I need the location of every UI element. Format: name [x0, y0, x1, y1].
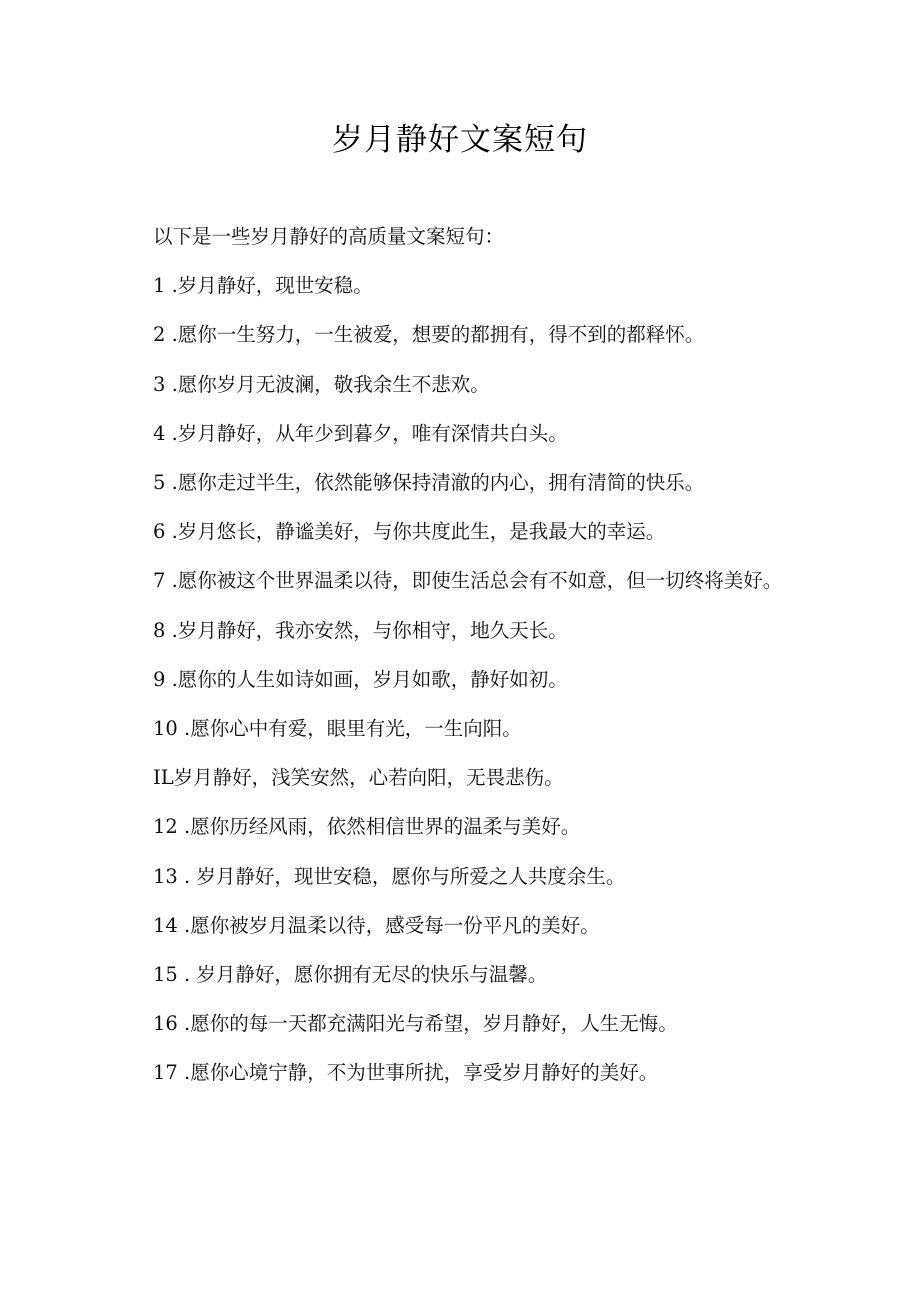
- list-item: 14 .愿你被岁月温柔以待，感受每一份平凡的美好。: [153, 913, 600, 937]
- list-item: 7 .愿你被这个世界温柔以待，即使生活总会有不如意，但一切终将美好。: [153, 569, 783, 593]
- intro-paragraph: 以下是一些岁月静好的高质量文案短句：: [153, 225, 505, 248]
- list-item: 9 .愿你的人生如诗如画，岁月如歌，静好如初。: [153, 667, 568, 691]
- list-item: 16 .愿你的每一天都充满阳光与希望，岁月静好，人生无悔。: [153, 1012, 678, 1036]
- list-item: 1 .岁月静好，现世安稳。: [153, 274, 373, 298]
- list-item: 17 .愿你心境宁静，不为世事所扰，享受岁月静好的美好。: [153, 1061, 659, 1085]
- list-item: 15 . 岁月静好，愿你拥有无尽的快乐与温馨。: [153, 963, 548, 987]
- list-item: 13 . 岁月静好，现世安稳，愿你与所爱之人共度余生。: [153, 864, 626, 888]
- list-item: 12 .愿你历经风雨，依然相信世界的温柔与美好。: [153, 815, 581, 839]
- list-item: 3 .愿你岁月无波澜，敬我余生不悲欢。: [153, 372, 490, 396]
- list-item: 2 .愿你一生努力，一生被爱，想要的都拥有，得不到的都释怀。: [153, 323, 705, 347]
- list-item: 5 .愿你走过半生，依然能够保持清澈的内心，拥有清简的快乐。: [153, 471, 705, 495]
- list-item: 8 .岁月静好，我亦安然，与你相守，地久天长。: [153, 618, 568, 642]
- list-item: 6 .岁月悠长，静谧美好，与你共度此生，是我最大的幸运。: [153, 520, 666, 544]
- page-title: 岁月静好文案短句: [332, 122, 588, 158]
- list-item: 10 .愿你心中有爱，眼里有光，一生向阳。: [153, 717, 522, 741]
- list-item: IL岁月静好，浅笑安然，心若向阳，无畏悲伤。: [153, 766, 564, 790]
- list-item: 4 .岁月静好，从年少到暮夕，唯有深情共白头。: [153, 421, 568, 445]
- document-body: [113, 212, 803, 1098]
